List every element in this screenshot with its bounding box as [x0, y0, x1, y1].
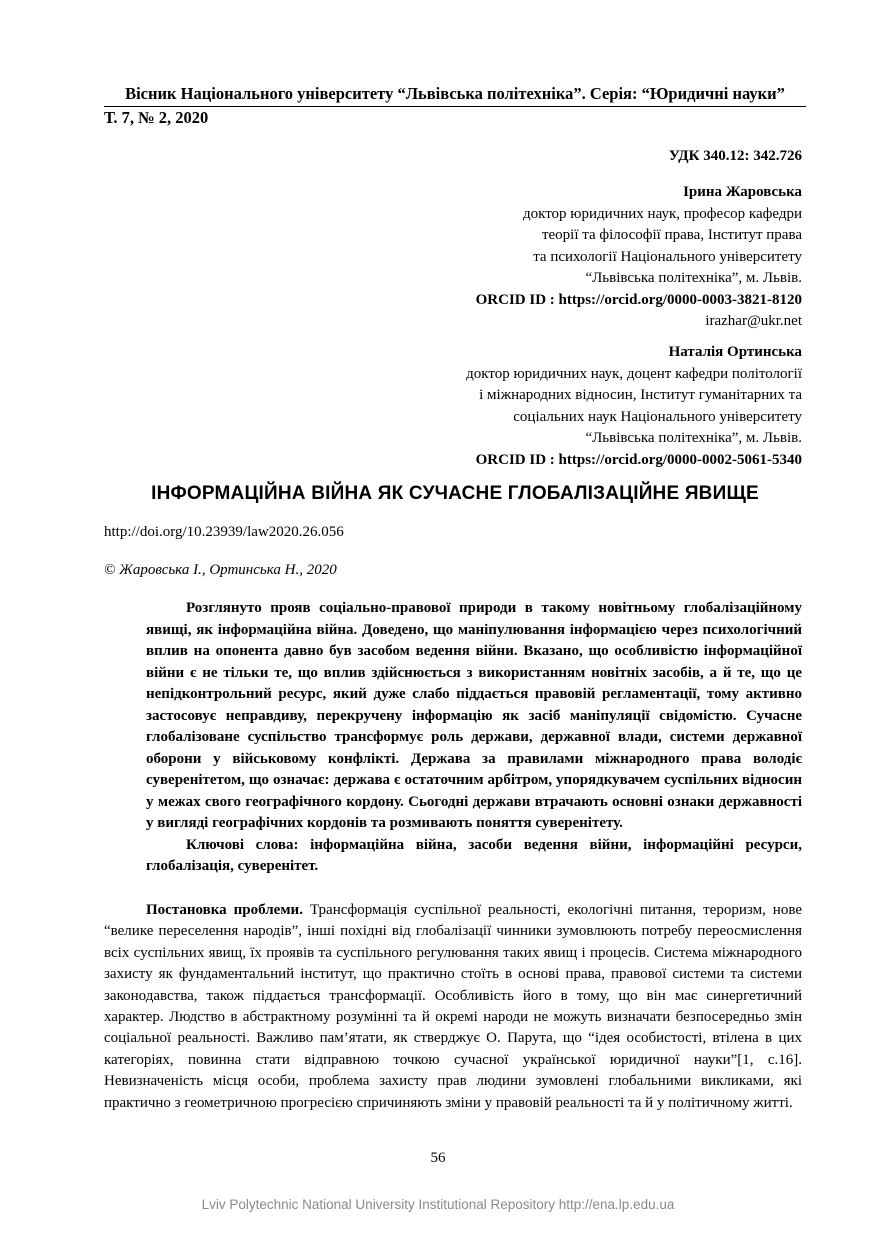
author-affiliation-line: соціальних наук Національного університету	[513, 408, 802, 425]
section-body: Трансформація суспільної реальності, екологічні питання, тероризм, нове “велике переселення народів”, інші похідні від глобалізації чинники зумовлюють потребу переосмислення всіх суспільних явищ, їх проявів та суспільного регулювання таких явищ і процесів. Система міжнародного захисту як фундаментальний інститут, що практично стоїть в основі права, правової системи та системи законодавства, також піддається трансформації. Особливість його в тому, що він має синергетичний характер. Людство в абстрактному розумінні та й окремі народи не можуть визначати безпосередньо змін соціальної реальності. Важливо пам’ятати, як стверджує О. Парута, що “ідея особистості, втілена в цих категоріях, повинна стати відправною точкою сучасної української юридичної науки”[1, с.16]. Невизначеність місця особи, проблема захисту прав людини зумовлені глобальними викликами, які практично з геометричною прогресією спричиняють зміни у правовій реальності та й у політичному житті.	[104, 902, 802, 1111]
section-heading: Постановка проблеми.	[146, 902, 303, 918]
repository-footer: Lviv Polytechnic National University Institutional Repository http://ena.lp.edu.ua	[201, 1197, 675, 1212]
author-affiliation-line: доктор юридичних наук, професор кафедри	[522, 205, 802, 222]
author-name: Ірина Жаровська	[683, 184, 802, 200]
paper-title: ІНФОРМАЦІЙНА ВІЙНА ЯК СУЧАСНЕ ГЛОБАЛІЗАЦІЙНЕ ЯВИЩЕ	[151, 483, 759, 504]
page-number: 56	[430, 1150, 446, 1166]
author-affiliation-line: теорії та філософії права, Інститут права	[541, 227, 802, 243]
section-problem-statement	[104, 900, 802, 1114]
abstract-block	[146, 598, 802, 878]
journal-volume: Т. 7, № 2, 2020	[104, 108, 209, 127]
author-orcid: ORCID ID : https://orcid.org/0000-0003-3821-8120	[475, 291, 802, 308]
section-paragraph	[104, 900, 802, 1114]
author-block-1	[476, 182, 802, 333]
abstract-text: Розглянуто прояв соціально-правової природи в такому новітньому глобалізаційному явищі, як інформаційна війна. Доведено, що маніпулювання інформацією через психологічний вплив на опонента давно був засобом ведення війни. Вказано, що особливістю інформаційної війни є не тільки те, що вплив здійснюється з використанням новітніх засобів, а й те, що це непідконтрольний ресурс, який дуже слабо піддається правовій регламентації, тому активно застосовує неправдиву, перекручену інформацію як засіб маніпуляції свідомістю. Сучасне глобалізоване суспільство трансформує роль держави, державної влади, системи державної оборони у військовому конфлікті. Держава за правилами міжнародного права володіє суверенітетом, що означає: держава є остаточним арбітром, упорядкувачем суспільних відносин у межах свого географічного кордону. Сьогодні держави втрачають основні ознаки державності у вигляді географічних кордонів та розмивають поняття суверенітету.	[146, 600, 802, 831]
author-orcid: ORCID ID : https://orcid.org/0000-0002-5061-5340	[475, 451, 802, 468]
author-affiliation-line: “Львівська політехніка”, м. Львів.	[585, 270, 802, 286]
author-affiliation-line: і міжнародних відносин, Інститут гуманітарних та	[479, 387, 802, 403]
author-affiliation-line: та психології Національного університету	[533, 248, 802, 265]
journal-header: Вісник Національного університету “Львівська політехніка”. Серія: “Юридичні науки”	[104, 84, 806, 107]
udk-code: УДК 340.12: 342.726	[668, 148, 802, 164]
author-email: irazhar@ukr.net	[705, 313, 802, 329]
author-affiliation-line: доктор юридичних наук, доцент кафедри політології	[466, 365, 802, 382]
author-block-2	[466, 342, 802, 471]
copyright-line: © Жаровська І., Ортинська Н., 2020	[104, 562, 337, 578]
author-affiliation-line: “Львівська політехніка”, м. Львів.	[585, 430, 802, 446]
keywords-text: Ключові слова: інформаційна війна, засоби ведення війни, інформаційні ресурси, глобалізація, суверенітет.	[146, 836, 802, 874]
author-name: Наталія Ортинська	[668, 344, 802, 360]
doi-link[interactable]: http://doi.org/10.23939/law2020.26.056	[104, 524, 344, 540]
